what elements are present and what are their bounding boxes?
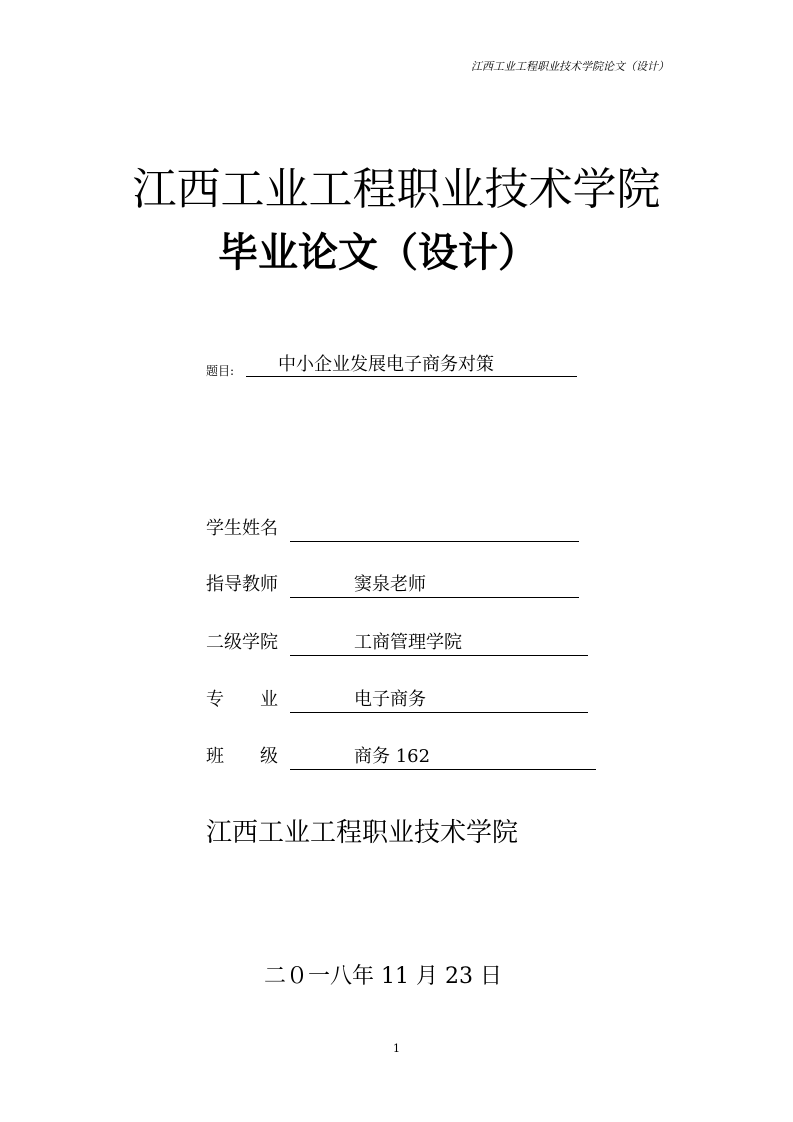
student-name-value bbox=[290, 516, 579, 542]
cover-title-college: 江西工业工程职业技术学院 bbox=[132, 164, 661, 215]
topic-label: 题目: bbox=[206, 364, 235, 378]
class-label: 班 级 bbox=[206, 746, 278, 767]
cover-title-thesis: 毕业论文（设计） bbox=[218, 230, 538, 276]
class-value: 商务 162 bbox=[290, 744, 596, 770]
major-value: 电子商务 bbox=[290, 687, 588, 713]
cover-date: 二０一八年 11 月 23 日 bbox=[264, 964, 502, 989]
topic-value: 中小企业发展电子商务对策 bbox=[246, 354, 577, 377]
running-header: 江西工业工程职业技术学院论文（设计） bbox=[471, 60, 669, 73]
page-number: 1 bbox=[393, 1042, 400, 1055]
footer-college-name: 江西工业工程职业技术学院 bbox=[206, 818, 519, 848]
advisor-label: 指导教师 bbox=[206, 574, 278, 595]
school-row bbox=[206, 630, 588, 656]
school-label: 二级学院 bbox=[206, 632, 278, 653]
advisor-row bbox=[206, 572, 579, 598]
student-name-row bbox=[206, 516, 579, 542]
major-label: 专 业 bbox=[206, 689, 278, 710]
major-row bbox=[206, 687, 588, 713]
school-value: 工商管理学院 bbox=[290, 630, 588, 656]
advisor-value: 窦泉老师 bbox=[290, 572, 579, 598]
student-name-label: 学生姓名 bbox=[206, 518, 278, 539]
class-row bbox=[206, 744, 596, 770]
